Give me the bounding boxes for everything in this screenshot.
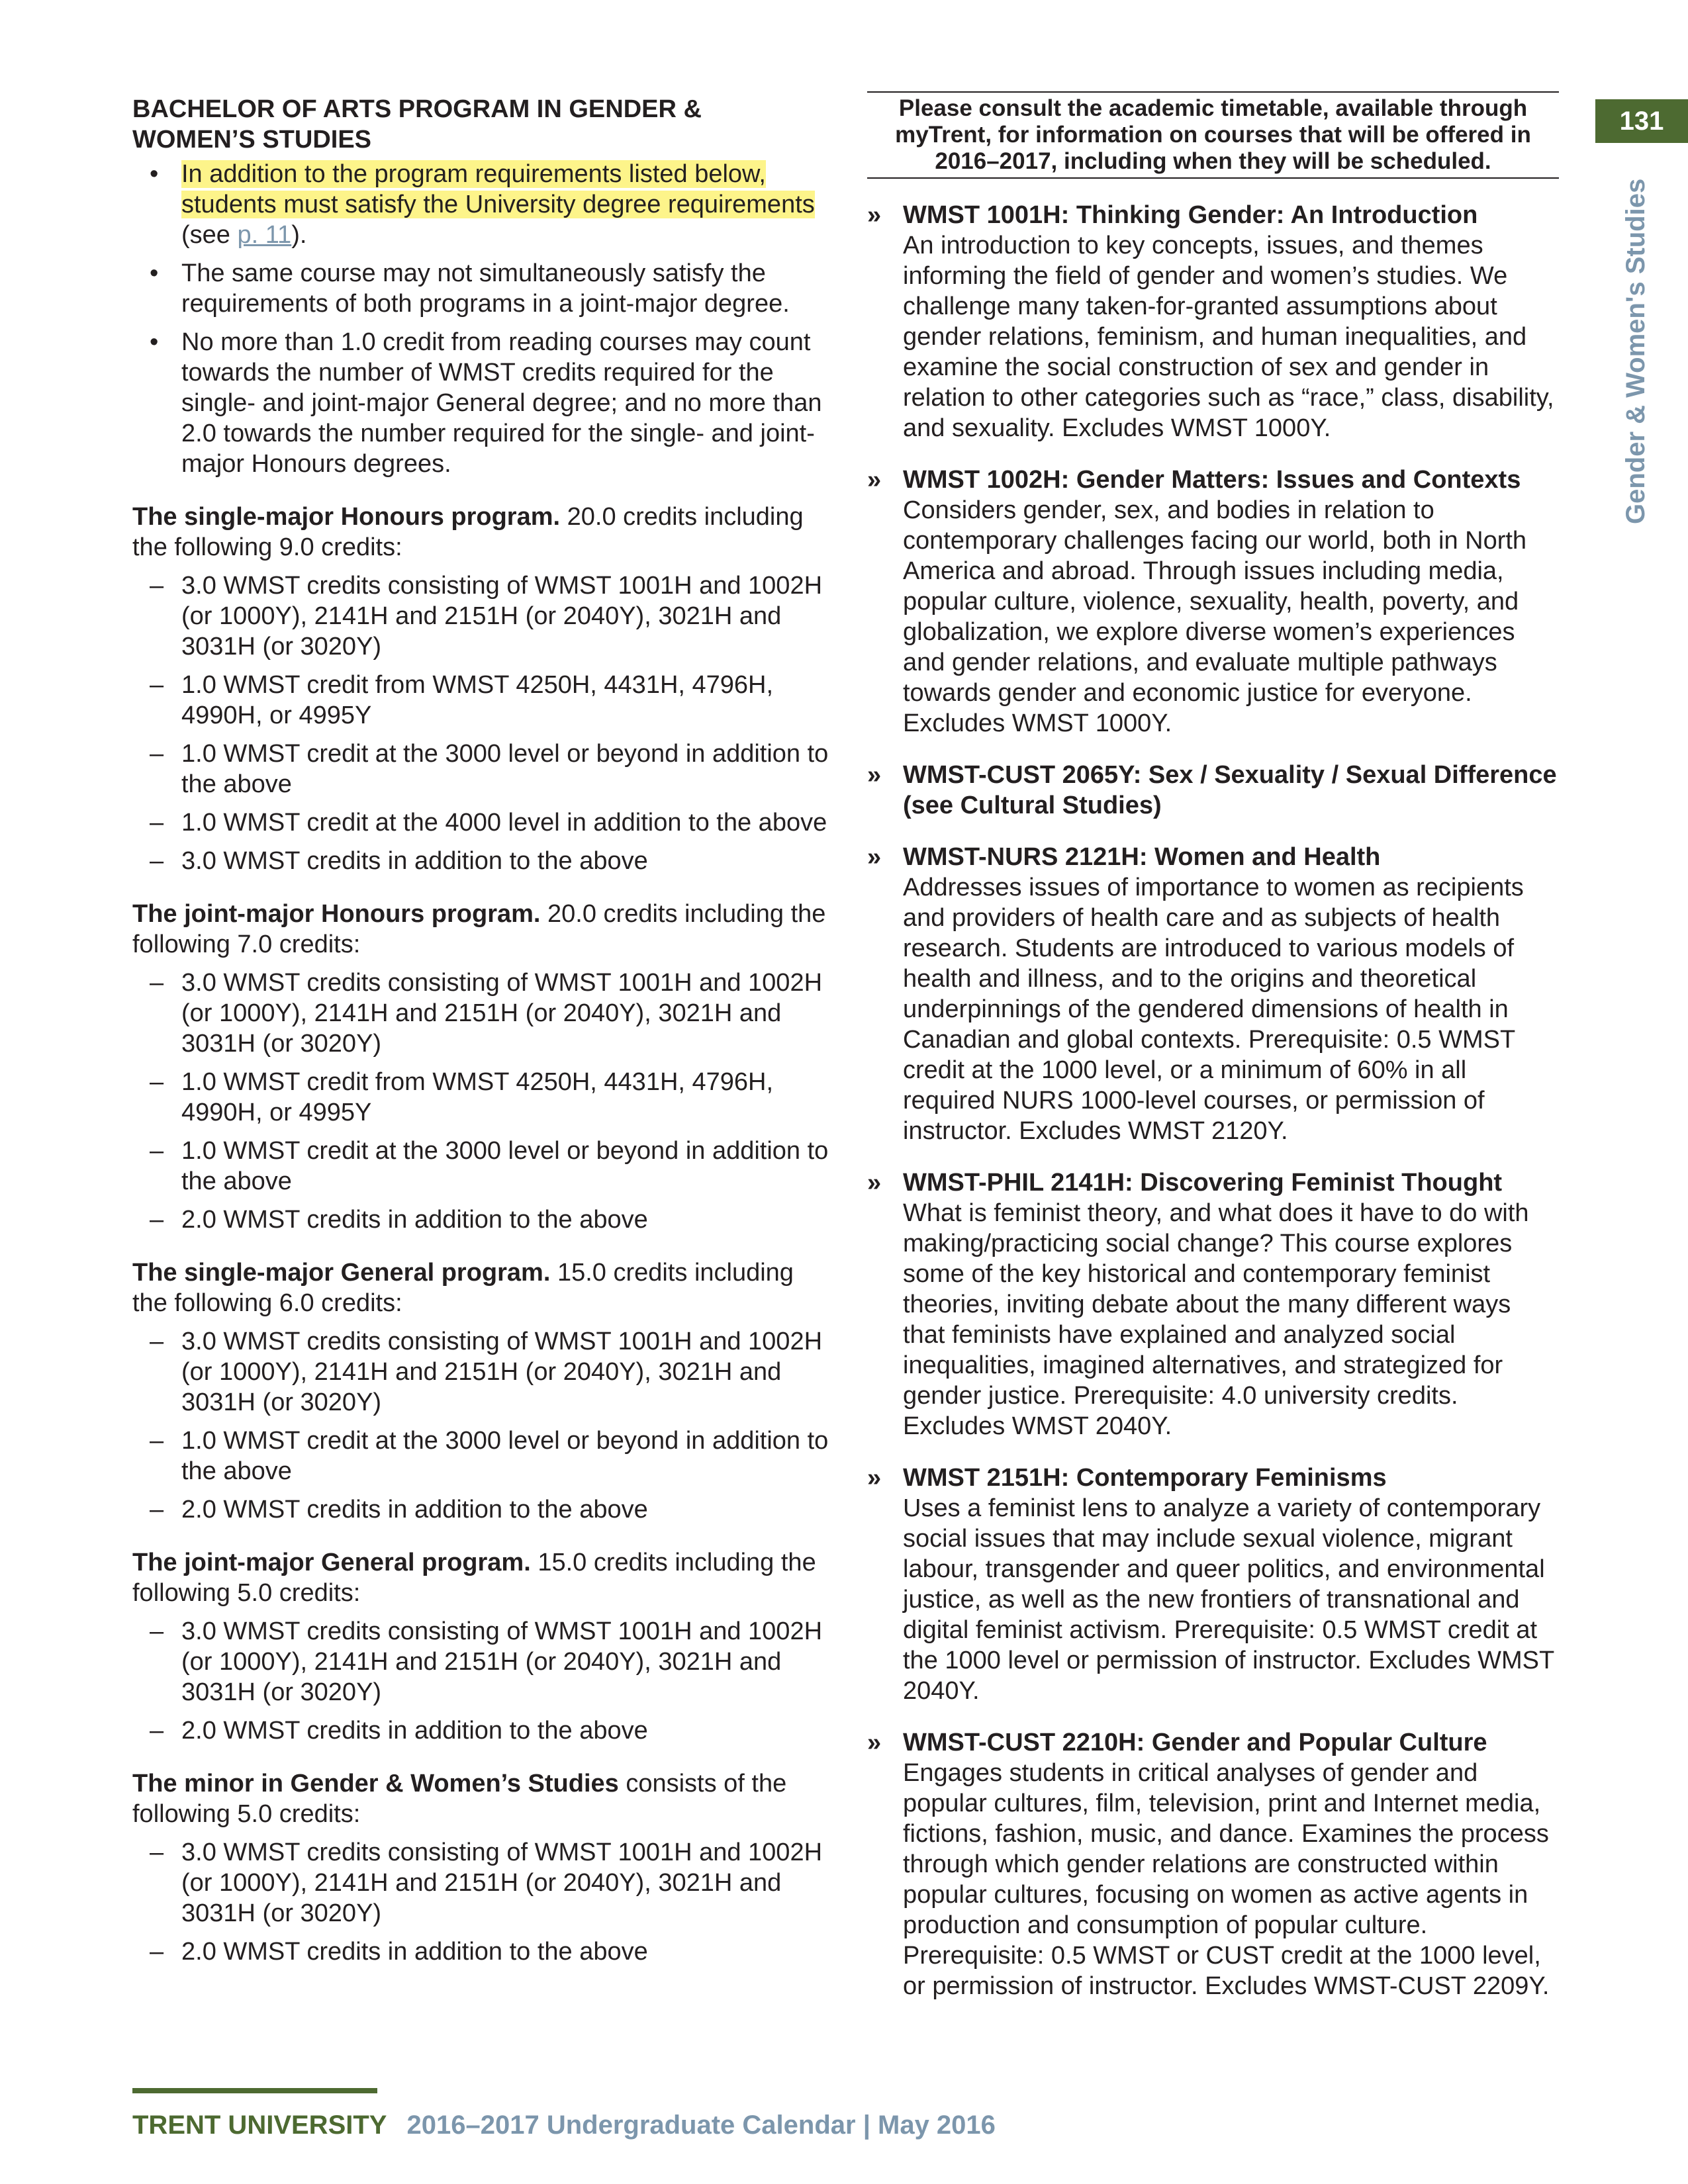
footer-calendar: 2016–2017 Undergraduate Calendar | May 2016	[406, 2111, 996, 2140]
chevron-icon: »	[867, 761, 882, 789]
program-section	[132, 1768, 834, 1967]
requirement-item	[132, 1136, 834, 1197]
course-title: WMST 1001H: Thinking Gender: An Introduction	[903, 201, 1478, 229]
dash-icon: –	[150, 847, 164, 875]
requirement-text: 2.0 WMST credits in addition to the above	[181, 1206, 648, 1234]
course-description: Engages students in critical analyses of gender and popular cultures, film, television, print and Internet media, fictions, fashion, music, and dance. Examines the process through which gender relations are constructed within popular cultures, focusing on women as active agents in production and consumption of popular culture. Prerequisite: 0.5 WMST or CUST credit at the 1000 level, or permission of instructor. Excludes WMST-CUST 2209Y.	[903, 1759, 1550, 2000]
requirement-text: 1.0 WMST credit at the 3000 level or beyond in addition to the above	[181, 1137, 829, 1195]
program-requirements-column	[132, 94, 834, 1975]
requirement-list	[132, 1616, 834, 1746]
requirement-item	[132, 807, 834, 838]
requirement-text: 3.0 WMST credits consisting of WMST 1001H and 1002H (or 1000Y), 2141H and 2151H (or 2040Y), 3021H and 3031H (or 3020Y)	[181, 572, 823, 660]
program-heading-line-2: WOMEN’S STUDIES	[132, 126, 372, 154]
dash-icon: –	[150, 1427, 164, 1455]
requirement-item	[132, 1426, 834, 1486]
timetable-notice: Please consult the academic timetable, available through myTrent, for information on courses that will be offered in 2016–2017, including when they will be scheduled.	[867, 91, 1559, 179]
program-title: The single-major General program.	[132, 1259, 551, 1287]
course-entry	[867, 1167, 1559, 1441]
page-number: 131	[1595, 99, 1688, 143]
general-rule	[132, 159, 834, 250]
dash-icon: –	[150, 671, 164, 699]
course-description: Uses a feminist lens to analyze a variety of contemporary social issues that may include sexual violence, migrant labour, transgender and queer politics, and environmental justice, as well as the new frontiers of transnational and digital feminist activism. Prerequisite: 0.5 WMST credit at the 1000 level or permission of instructor. Excludes WMST 2040Y.	[903, 1494, 1554, 1705]
general-rules-list	[132, 159, 834, 479]
chevron-icon: »	[867, 1729, 882, 1756]
requirement-text: 1.0 WMST credit at the 4000 level in addition to the above	[181, 809, 827, 837]
requirement-item	[132, 1326, 834, 1418]
requirement-text: 1.0 WMST credit at the 3000 level or beyond in addition to the above	[181, 1427, 829, 1485]
program-intro: consists of the following 5.0 credits:	[132, 1770, 787, 1828]
footer-university: TRENT UNIVERSITY	[132, 2111, 387, 2140]
side-section-title: Gender & Women's Studies	[1621, 178, 1650, 524]
rule-text: The same course may not simultaneously satisfy the requirements of both programs in a joint-major degree.	[181, 259, 790, 318]
requirement-item	[132, 1837, 834, 1929]
footer-rule	[132, 2088, 377, 2093]
program-section	[132, 502, 834, 876]
dash-icon: –	[150, 809, 164, 837]
requirement-item	[132, 739, 834, 799]
rule-text: (see	[181, 221, 238, 249]
course-description: Addresses issues of importance to women as recipients and providers of health care and as subjects of health research. Students are introduced to various models of health and illness, and to the origins and theoretical underpinnings of the gendered dimensions of health in Canadian and global contexts. Prerequisite: 0.5 WMST credit at the 1000 level, or a minimum of 60% in all required NURS 1000-level courses, or permission of instructor. Excludes WMST 2120Y.	[903, 874, 1524, 1145]
course-description: What is feminist theory, and what does it have to do with making/practicing social change? This course explores some of the key historical and contemporary feminist theories, inviting debate about the many different ways that feminists have explained and analyzed social inequalities, imagined alternatives, and strategized for gender justice. Prerequisite: 4.0 university credits. Excludes WMST 2040Y.	[903, 1199, 1529, 1440]
program-section	[132, 1547, 834, 1746]
dash-icon: –	[150, 1496, 164, 1524]
dash-icon: –	[150, 969, 164, 997]
course-entry	[867, 1463, 1559, 1706]
requirement-text: 1.0 WMST credit at the 3000 level or beyond in addition to the above	[181, 740, 829, 798]
course-entry	[867, 760, 1559, 821]
course-title: WMST-CUST 2210H: Gender and Popular Culture	[903, 1729, 1487, 1756]
dash-icon: –	[150, 1938, 164, 1966]
requirement-text: 3.0 WMST credits consisting of WMST 1001H and 1002H (or 1000Y), 2141H and 2151H (or 2040Y), 3021H and 3031H (or 3020Y)	[181, 1328, 823, 1416]
chevron-icon: »	[867, 201, 882, 229]
course-title: WMST-CUST 2065Y: Sex / Sexuality / Sexual Difference (see Cultural Studies)	[903, 761, 1557, 819]
dash-icon: –	[150, 1839, 164, 1866]
program-title: The minor in Gender & Women’s Studies	[132, 1770, 619, 1797]
dash-icon: –	[150, 1617, 164, 1645]
requirement-text: 2.0 WMST credits in addition to the above	[181, 1717, 648, 1745]
program-title: The single-major Honours program.	[132, 503, 561, 531]
requirement-text: 3.0 WMST credits consisting of WMST 1001H and 1002H (or 1000Y), 2141H and 2151H (or 2040Y), 3021H and 3031H (or 3020Y)	[181, 1839, 823, 1927]
requirement-item	[132, 570, 834, 662]
requirement-text: 1.0 WMST credit from WMST 4250H, 4431H, 4796H, 4990H, or 4995Y	[181, 671, 774, 729]
dash-icon: –	[150, 1206, 164, 1234]
program-section	[132, 1257, 834, 1525]
bullet-icon: •	[150, 328, 159, 356]
dash-icon: –	[150, 740, 164, 768]
requirement-list	[132, 968, 834, 1235]
requirement-item	[132, 670, 834, 731]
requirement-item	[132, 1205, 834, 1235]
requirement-text: 2.0 WMST credits in addition to the above	[181, 1496, 648, 1524]
program-heading	[132, 94, 834, 155]
requirement-item	[132, 1067, 834, 1128]
general-rule	[132, 258, 834, 319]
course-entry	[867, 842, 1559, 1146]
program-heading-line-1: BACHELOR OF ARTS PROGRAM IN GENDER &	[132, 95, 702, 123]
program-intro: 20.0 credits including the following 7.0 credits:	[132, 900, 826, 958]
requirement-item	[132, 1715, 834, 1746]
dash-icon: –	[150, 1068, 164, 1096]
program-intro: 15.0 credits including the following 6.0 credits:	[132, 1259, 794, 1317]
requirement-item	[132, 1494, 834, 1525]
requirement-item	[132, 846, 834, 876]
highlighted-text: In addition to the program requirements listed below, students must satisfy the University degree requirements	[181, 160, 815, 218]
course-title: WMST-NURS 2121H: Women and Health	[903, 843, 1381, 871]
requirement-item	[132, 1616, 834, 1707]
program-section	[132, 899, 834, 1235]
course-title: WMST 2151H: Contemporary Feminisms	[903, 1464, 1387, 1492]
course-description: Considers gender, sex, and bodies in relation to contemporary challenges facing our world, both in North America and abroad. Through issues including media, popular culture, violence, sexuality, health, poverty, and globalization, we explore diverse women’s experiences and gender relations, and evaluate multiple pathways towards gender and economic justice for everyone. Excludes WMST 1000Y.	[903, 496, 1527, 737]
course-entry	[867, 1727, 1559, 2001]
course-descriptions-column	[867, 91, 1559, 2001]
page-reference-link[interactable]: p. 11	[237, 221, 292, 249]
requirement-text: 3.0 WMST credits consisting of WMST 1001H and 1002H (or 1000Y), 2141H and 2151H (or 2040Y), 3021H and 3031H (or 3020Y)	[181, 1617, 823, 1706]
chevron-icon: »	[867, 1464, 882, 1492]
program-intro: 20.0 credits including the following 9.0 credits:	[132, 503, 804, 561]
dash-icon: –	[150, 1717, 164, 1745]
requirement-item	[132, 1936, 834, 1967]
course-description: An introduction to key concepts, issues, and themes informing the field of gender and women’s studies. We challenge many taken-for-granted assumptions about gender relations, feminism, and human inequalities, and examine the social construction of sex and gender in relation to other categories such as “race,” class, disability, and sexuality. Excludes WMST 1000Y.	[903, 232, 1554, 442]
chevron-icon: »	[867, 1169, 882, 1197]
page-footer	[132, 2110, 996, 2140]
dash-icon: –	[150, 572, 164, 600]
requirement-list	[132, 570, 834, 876]
rule-text: ).	[291, 221, 307, 249]
dash-icon: –	[150, 1328, 164, 1355]
course-title: WMST-PHIL 2141H: Discovering Feminist Thought	[903, 1169, 1503, 1197]
bullet-icon: •	[150, 259, 159, 287]
requirement-text: 3.0 WMST credits in addition to the above	[181, 847, 648, 875]
requirement-item	[132, 968, 834, 1059]
requirement-list	[132, 1326, 834, 1525]
rule-text: No more than 1.0 credit from reading courses may count towards the number of WMST credits required for the single- and joint-major General degree; and no more than 2.0 towards the number required for the single- and joint-major Honours degrees.	[181, 328, 822, 478]
chevron-icon: »	[867, 466, 882, 494]
program-title: The joint-major General program.	[132, 1549, 531, 1576]
chevron-icon: »	[867, 843, 882, 871]
requirement-list	[132, 1837, 834, 1967]
bullet-icon: •	[150, 160, 159, 188]
dash-icon: –	[150, 1137, 164, 1165]
general-rule	[132, 327, 834, 479]
course-entry	[867, 200, 1559, 443]
requirement-text: 1.0 WMST credit from WMST 4250H, 4431H, 4796H, 4990H, or 4995Y	[181, 1068, 774, 1126]
requirement-text: 2.0 WMST credits in addition to the above	[181, 1938, 648, 1966]
program-title: The joint-major Honours program.	[132, 900, 541, 928]
requirement-text: 3.0 WMST credits consisting of WMST 1001H and 1002H (or 1000Y), 2141H and 2151H (or 2040Y), 3021H and 3031H (or 3020Y)	[181, 969, 823, 1058]
program-intro: 15.0 credits including the following 5.0 credits:	[132, 1549, 816, 1607]
course-title: WMST 1002H: Gender Matters: Issues and Contexts	[903, 466, 1521, 494]
course-entry	[867, 465, 1559, 739]
